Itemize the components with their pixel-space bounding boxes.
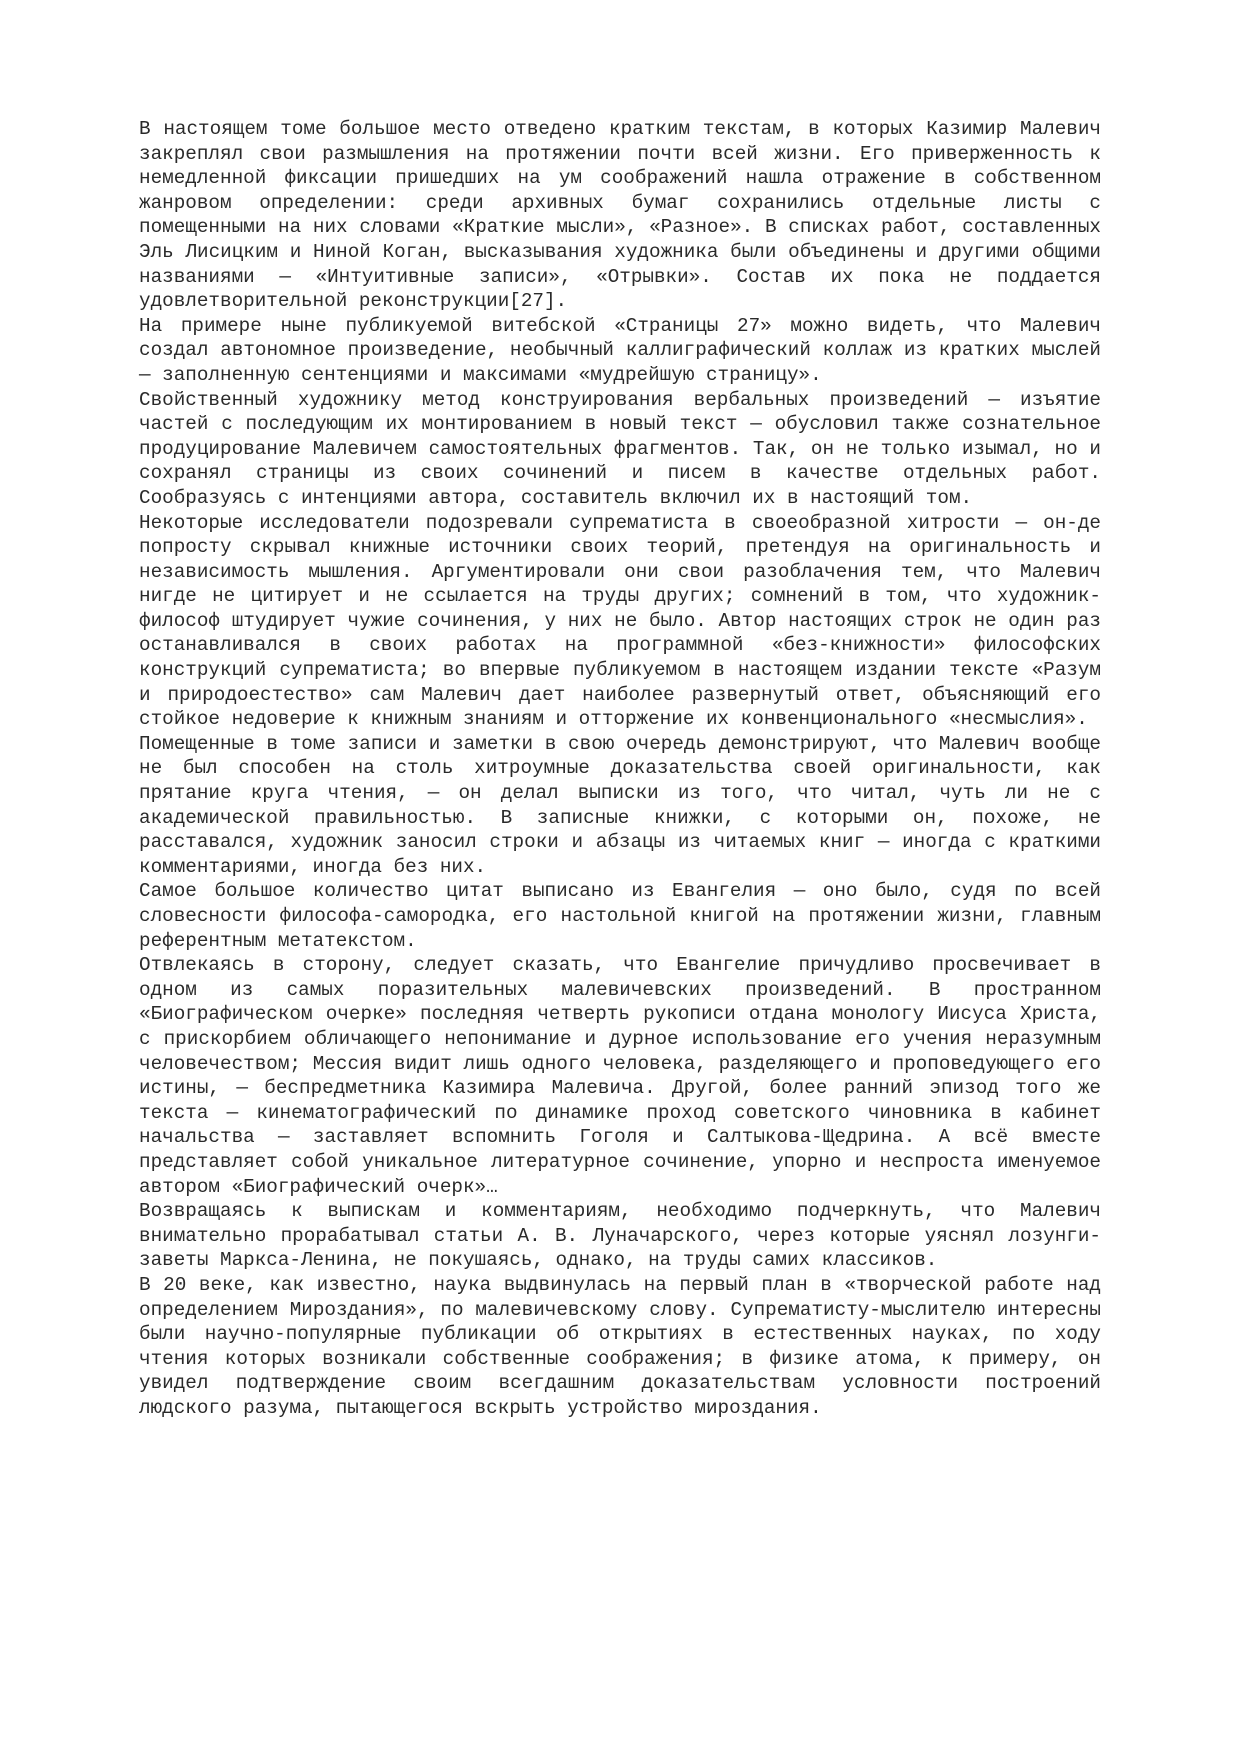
paragraph-8: Возвращаясь к выпискам и комментариям, необходимо подчеркнуть, что Малевич внимательно прорабатывал статьи А. В. Луначарского, через которые уяснял лозунги-заветы Маркса-Ленина, не покушаясь, однако, на труды самих классиков. bbox=[139, 1200, 1101, 1272]
paragraph-7: Отвлекаясь в сторону, следует сказать, что Евангелие причудливо просвечивает в одном из самых поразительных малевичевских произведений. В пространном «Биографическом очерке» последняя четверть рукописи отдана монологу Иисуса Христа, с прискорбием обличающего непонимание и дурное использование его учения неразумным человечеством; Мессия видит лишь одного человека, разделяющего и проповедующего его истины, — беспредметника Казимира Малевича. Другой, более ранний эпизод того же текста — кинематографический по динамике проход советского чиновника в кабинет начальства — заставляет вспомнить Гоголя и Салтыкова-Щедрина. А всё вместе представляет собой уникальное литературное сочинение, упорно и неспроста именуемое автором «Биографический очерк»… bbox=[139, 954, 1101, 1198]
document-page bbox=[139, 117, 1101, 1420]
paragraph-2: На примере ныне публикуемой витебской «Страницы 27» можно видеть, что Малевич создал автономное произведение, необычный каллиграфический коллаж из кратких мыслей — заполненную сентенциями и максимами «мудрейшую страницу». bbox=[139, 314, 1101, 386]
paragraph-1: В настоящем томе большое место отведено кратким текстам, в которых Казимир Малевич закреплял свои размышления на протяжении почти всей жизни. Его приверженность к немедленной фиксации пришедших на ум соображений нашла отражение в собственном жанровом определении: среди архивных бумаг сохранились отдельные листы с помещенными на них словами «Краткие мысли», «Разное». В списках работ, составленных Эль Лисицким и Ниной Коган, высказывания художника были объединены и другими общими названиями — «Интуитивные записи», «Отрывки». Состав их пока не поддается удовлетворительной реконструкции[27]. bbox=[139, 118, 1101, 313]
paragraph-9: В 20 веке, как известно, наука выдвинулась на первый план в «творческой работе над определением Мироздания», по малевичевскому слову. Супрематисту-мыслителю интересны были научно-популярные публикации об открытиях в естественных науках, по ходу чтения которых возникали собственные соображения; в физике атома, к примеру, он увидел подтверждение своим всегдашним доказательствам условности построений людского разума, пытающегося вскрыть устройство мироздания. bbox=[139, 1273, 1101, 1419]
paragraph-3: Свойственный художнику метод конструирования вербальных произведений — изъятие частей с последующим их монтированием в новый текст — обусловил также сознательное продуцирование Малевичем самостоятельных фрагментов. Так, он не только изымал, но и сохранял страницы из своих сочинений и писем в качестве отдельных работ. Сообразуясь с интенциями автора, составитель включил их в настоящий том. bbox=[139, 388, 1101, 509]
paragraph-6: Самое большое количество цитат выписано из Евангелия — оно было, судя по всей словесности философа-самородка, его настольной книгой на протяжении жизни, главным референтным метатекстом. bbox=[139, 880, 1101, 952]
paragraph-4: Некоторые исследователи подозревали супрематиста в своеобразной хитрости — он-де попросту скрывал книжные источники своих теорий, претендуя на оригинальность и независимость мышления. Аргументировали они свои разоблачения тем, что Малевич нигде не цитирует и не ссылается на труды других; сомнений в том, что художник-философ штудирует чужие сочинения, у них не было. Автор настоящих строк не один раз останавливался в своих работах на программной «без-книжности» философских конструкций супрематиста; во впервые публикуемом в настоящем издании тексте «Разум и природоестество» сам Малевич дает наиболее развернутый ответ, объясняющий его стойкое недоверие к книжным знаниям и отторжение их конвенционального «несмыслия». bbox=[139, 511, 1101, 731]
paragraph-5: Помещенные в томе записи и заметки в свою очередь демонстрируют, что Малевич вообще не был способен на столь хитроумные доказательства своей оригинальности, как прятание круга чтения, — он делал выписки из того, что читал, чуть ли не с академической правильностью. В записные книжки, с которыми он, похоже, не расставался, художник заносил строки и абзацы из читаемых книг — иногда с краткими комментариями, иногда без них. bbox=[139, 732, 1101, 878]
